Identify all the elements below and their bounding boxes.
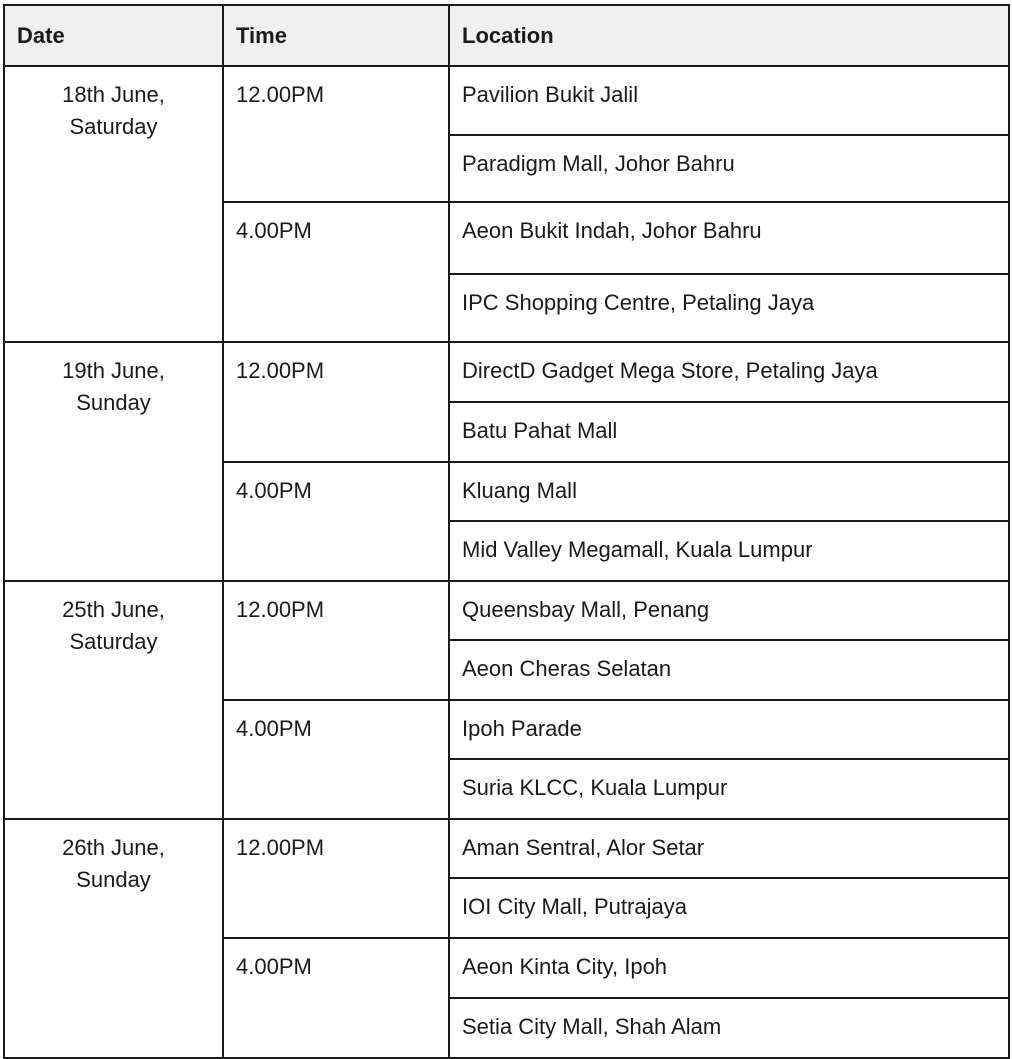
location-cell: Mid Valley Megamall, Kuala Lumpur [449, 521, 1009, 581]
location-cell: Setia City Mall, Shah Alam [449, 998, 1009, 1058]
header-date: Date [4, 5, 223, 66]
location-cell: Pavilion Bukit Jalil [449, 66, 1009, 135]
location-cell: Paradigm Mall, Johor Bahru [449, 135, 1009, 202]
date-label: 18th June, [62, 82, 165, 107]
time-cell: 12.00PM [223, 342, 449, 462]
schedule-table [3, 4, 1010, 1059]
header-location: Location [449, 5, 1009, 66]
location-cell: Kluang Mall [449, 462, 1009, 521]
location-cell: Aman Sentral, Alor Setar [449, 819, 1009, 878]
date-cell [4, 342, 223, 581]
location-cell: Aeon Cheras Selatan [449, 640, 1009, 700]
date-cell [4, 66, 223, 342]
table-row [4, 66, 1009, 135]
table-row [4, 819, 1009, 878]
date-label: 19th June, [62, 358, 165, 383]
time-cell: 12.00PM [223, 581, 449, 700]
date-cell [4, 581, 223, 819]
location-cell: IOI City Mall, Putrajaya [449, 878, 1009, 938]
time-cell: 4.00PM [223, 938, 449, 1058]
time-cell: 12.00PM [223, 819, 449, 938]
location-cell: Ipoh Parade [449, 700, 1009, 759]
weekday-label: Sunday [76, 390, 151, 415]
location-cell: Queensbay Mall, Penang [449, 581, 1009, 640]
weekday-label: Saturday [69, 629, 158, 654]
time-cell: 4.00PM [223, 202, 449, 342]
location-cell: DirectD Gadget Mega Store, Petaling Jaya [449, 342, 1009, 402]
time-cell: 4.00PM [223, 462, 449, 581]
date-label: 26th June, [62, 835, 165, 860]
header-row [4, 5, 1009, 66]
time-cell: 4.00PM [223, 700, 449, 819]
location-cell: Aeon Bukit Indah, Johor Bahru [449, 202, 1009, 274]
location-cell: Suria KLCC, Kuala Lumpur [449, 759, 1009, 819]
weekday-label: Saturday [69, 114, 158, 139]
table-row [4, 581, 1009, 640]
table-row [4, 342, 1009, 402]
location-cell: IPC Shopping Centre, Petaling Jaya [449, 274, 1009, 342]
time-cell: 12.00PM [223, 66, 449, 202]
location-cell: Batu Pahat Mall [449, 402, 1009, 462]
date-label: 25th June, [62, 597, 165, 622]
weekday-label: Sunday [76, 867, 151, 892]
header-time: Time [223, 5, 449, 66]
date-cell [4, 819, 223, 1058]
location-cell: Aeon Kinta City, Ipoh [449, 938, 1009, 998]
